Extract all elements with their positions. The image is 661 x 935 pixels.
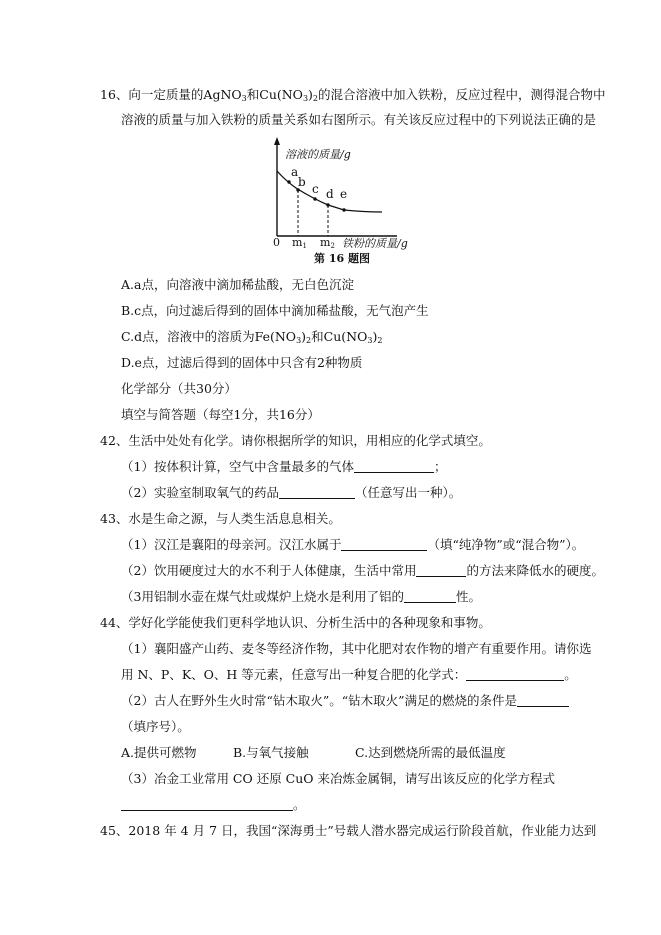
q44-item3-line2: 。 [121,797,306,813]
label-e: e [340,187,348,201]
q43-blank3[interactable] [404,590,456,603]
q44-blank1[interactable] [466,668,564,681]
q16-option-a: A.a点，向溶液中滴加稀盐酸，无白色沉淀 [121,277,354,292]
section-title: 化学部分（共30分） [121,381,237,396]
point-a [287,180,290,183]
q43-item2: （2）饮用硬度过大的水不利于人体健康，生活中常用 的方法来降低水的硬度。 [121,563,604,578]
q44-blank2[interactable] [517,694,569,707]
q44-choice-c: C.达到燃烧所需的最低温度 [355,745,506,760]
m2-label: m2 [320,236,335,250]
point-e [342,208,345,211]
q44-item1-line2: 用 N、P、K、O、H 等元素，任意写出一种复合肥的化学式： 。 [121,667,577,682]
section-subtitle: 填空与简答题（每空1分，共16分） [121,407,320,422]
q42-stem: 42、生活中处处有化学。请你根据所学的知识，用相应的化学式填空。 [100,433,491,448]
q16-figure [262,136,418,271]
q16-stem-line2: 溶液的质量与加入铁粉的质量关系如右图所示。有关该反应过程中的下列说法正确的是 [121,112,597,127]
q44-blank3[interactable] [121,798,293,811]
q42-item1: （1）按体积计算，空气中含量最多的气体 ； [121,459,447,474]
q44-item2-line2: （填序号）。 [121,719,190,734]
q16-option-d: D.e点，过滤后得到的固体中只含有2种物质 [121,355,363,370]
x-axis-label: 铁粉的质量/g [342,237,408,250]
q43-item3: （3用铝制水壶在煤气灶或煤炉上烧水是利用了铝的 性。 [121,589,481,604]
label-b: b [298,175,306,189]
q45-stem: 45、2018 年 4 月 7 日，我国“深海勇士”号载人潜水器完成运行阶段首航，作业能力达到 [100,823,597,838]
m1-label: m1 [292,236,307,250]
q44-item2-line1: （2）古人在野外生火时常“钻木取火”。“钻木取火”满足的燃烧的条件是 [121,693,569,709]
q44-choice-a: A.提供可燃物 [121,745,197,760]
q44-stem: 44、学好化学能使我们更科学地认识、分析生活中的各种现象和事物。 [100,615,491,630]
q44-item3-line1: （3）冶金工业常用 CO 还原 CuO 来冶炼金属铜，请写出该反应的化学方程式 [121,771,556,786]
q16-option-b: B.c点，向过滤后得到的固体中滴加稀盐酸，无气泡产生 [121,303,429,318]
q16-stem-line1: 16、向一定质量的AgNO$_3$和$Cu(NO_3)_2$的混合溶液中加入铁粉，反应过程中，测得混合物中 [100,87,606,103]
label-a: a [291,165,299,179]
q43-stem: 43、水是生命之源，与人类生活息息相关。 [100,511,341,526]
y-axis-arrow-icon [274,137,280,145]
origin-label: 0 [273,236,280,249]
q43-item1: （1）汉江是襄阳的母亲河。汉江水属于 （填“纯净物”或“混合物”）。 [121,537,585,552]
q42-blank2[interactable] [279,486,355,499]
q43-blank1[interactable] [341,538,427,551]
label-d: d [326,187,334,201]
q42-blank1[interactable] [354,460,434,473]
q16-option-c: C.d点，溶液中的溶质为$Fe(NO_3)_2$和$Cu(NO_3)_2$ [121,329,383,345]
label-c: c [312,182,319,196]
point-c [313,197,316,200]
q43-blank2[interactable] [416,564,466,577]
q44-choice-b: B.与氧气接触 [233,745,309,760]
q44-item1-line1: （1）襄阳盛产山药、麦冬等经济作物，其中化肥对农作物的增产有重要作用。请你选 [121,641,592,656]
y-axis-label: 溶液的质量/g [285,148,351,161]
figure-caption: 第 16 题图 [314,252,370,265]
q42-item2: （2）实验室制取氧气的药品 （任意写出一种）。 [121,485,462,500]
